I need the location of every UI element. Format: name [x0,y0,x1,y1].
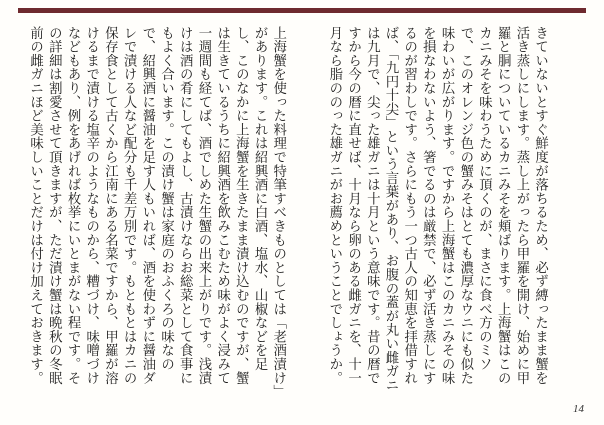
header-rule [18,8,586,13]
paragraph-1: きていないとすぐ鮮度が落ちるため、必ず縛ったまま蟹を活き蒸しにします。蒸し上がったら甲羅を開け、始めに甲羅と胴についているカニみそを頬ばります。上海蟹はこのカニみそを味わうために頂くのが、まさに食べ方のミソで、このオレンジ色の蟹みそはとても濃厚なウニにも似た味わいが広がります。ですから上海蟹はこのカニみその味を損なわないよう、箸でるのは厳禁で、必ず活き蒸しにするのが習わしです。さらにもう一つ古人の知恵を拝借すれば、「九円十尖」という言葉があり、お腹の蓋が丸い雌ガニは九月で、尖った雄ガニは十月という意味です。昔の暦ですから今の暦に直せば、十月なら卵のある雌ガニを、十一月なら脂ののった雄ガニがお薦めということでしょうか。 [326,26,548,392]
paragraph-2: 上海蟹を使った料理で特筆すべきものとしては「老酒漬け」があります。これは紹興酒に白酒、塩水、山椒などを足し、このなかに上海蟹を生きたまま漬け込むのですが、蟹は生きているうちに紹興酒を飲みこむため味がよく浸みて一週間も経てば、酒でしめた生蟹の出来上がりです。浅漬けは酒の肴にしてもよし、古漬けならお総菜として食事にもよく合います。この漬け蟹は家庭のおふくろの味なので、紹興酒に醤油を足す人もいれば、酒を使わずに醤油ダレで漬ける人など配分も千差万別です。もともとはカニの保存食として古くから江南にある名菜ですから、甲羅が溶けるまで漬ける塩辛のようなものから、糟づけ、味噌づけなどもあり、例をあげれば枚挙にいとまがない程です。その詳細は割愛させて頂きますが、ただ漬け蟹は晩秋の冬眠前の雌ガニほど美味しいことだけは付け加えておきます。 [28,26,286,392]
page-number: 14 [573,403,584,415]
vertical-body-text [28,26,586,398]
